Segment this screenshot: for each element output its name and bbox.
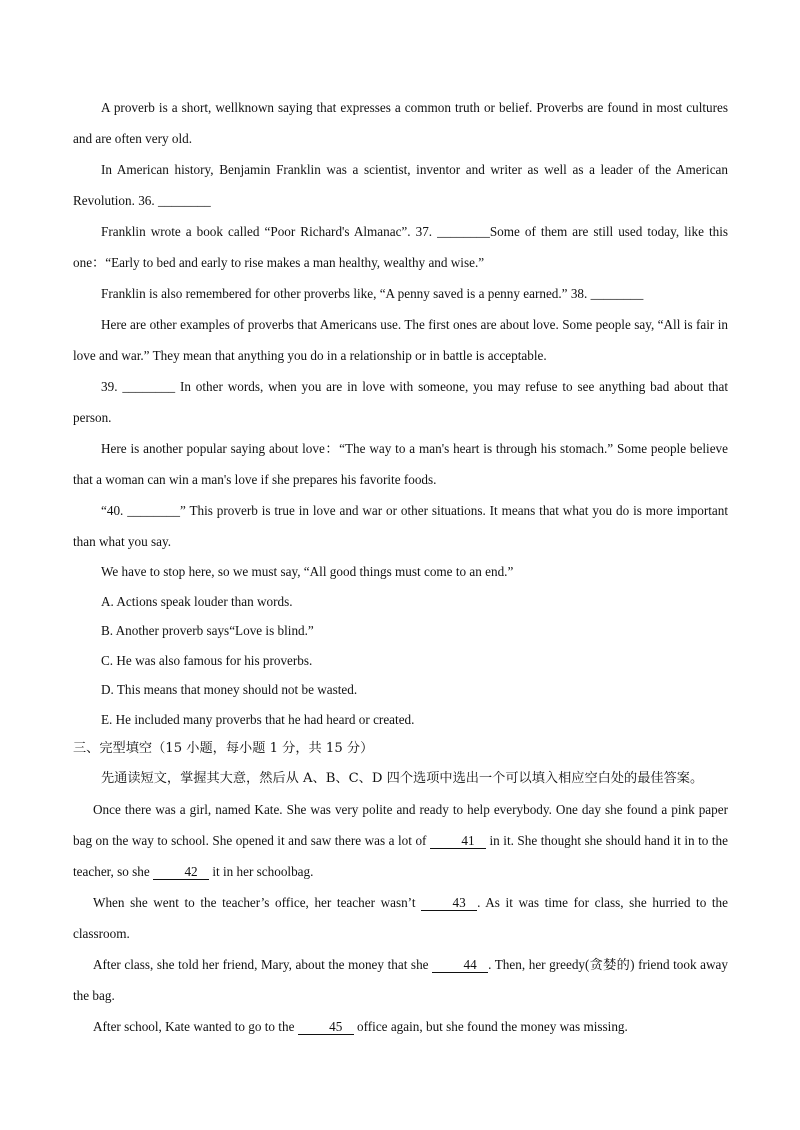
blank-44[interactable]: 44 [432,958,488,973]
cloze-text: After school, Kate wanted to go to the [93,1019,295,1034]
blank-45[interactable]: 45 [298,1020,354,1035]
cloze-paragraph-4 [73,1011,728,1042]
passage-paragraph-5: Here are other examples of proverbs that Americans use. The first ones are about love. Some people say, “All is fair in love and war.” They mean that anything you do in a relationship or in battle is acceptable. [73,317,728,363]
option-b: B. Another proverb says“Love is blind.” [101,623,314,638]
cloze-text: Once there was a girl, named Kate. She was very polite and ready to help everybody. One day she found a pink paper bag on the way to school. She opened it and saw there was a lot of [73,802,728,848]
cloze-text: in it. She thought she should hand it in to the teacher, so she [73,833,729,879]
passage-paragraph-9: We have to stop here, so we must say, “All good things must come to an end.” [101,564,514,579]
passage-paragraph-8: “40. ________” This proverb is true in love and war or other situations. It means that what you do is more important than what you say. [73,503,728,549]
cloze-text: . Then, her greedy(贪婪的) friend took away the bag. [73,957,728,1003]
section-instruction: 先通读短文，掌握其大意，然后从 A、B、C、D 四个选项中选出一个可以填入相应空白处的最佳答案。 [101,771,704,786]
blank-41[interactable]: 41 [430,834,486,849]
option-c: C. He was also famous for his proverbs. [101,652,313,668]
blank-42[interactable]: 42 [153,865,209,880]
passage-paragraph-2: In American history, Benjamin Franklin was a scientist, inventor and writer as well as a leader of the American Revolution. 36. ________ [73,162,728,208]
passage-paragraph-1: A proverb is a short, wellknown saying that expresses a common truth or belief. Proverbs are found in most cultures and are often very old. [73,100,728,146]
passage-paragraph-6: 39. ________ In other words, when you are in love with someone, you may refuse to see anything bad about that person. [73,379,728,425]
cloze-paragraph-1 [73,794,728,887]
document-page [73,92,728,1042]
cloze-text: it in her schoolbag. [212,864,314,879]
cloze-text: . As it was time for class, she hurried to the classroom. [73,895,729,941]
section-heading: 三、完型填空（15 小题，每小题 1 分，共 15 分） [73,741,374,756]
passage-paragraph-4: Franklin is also remembered for other proverbs like, “A penny saved is a penny earned.” 38. ________ [101,286,644,301]
cloze-text: office again, but she found the money was missing. [357,1019,628,1034]
blank-43[interactable]: 43 [421,896,477,911]
cloze-text: When she went to the teacher’s office, her teacher wasn’t [93,895,416,910]
option-a: A. Actions speak louder than words. [101,593,293,609]
cloze-paragraph-3 [73,949,728,1011]
passage-paragraph-3: Franklin wrote a book called “Poor Richard's Almanac”. 37. ________Some of them are still used today, like this one：“Early to bed and early to rise makes a man healthy, wealthy and wise.” [73,224,728,270]
cloze-paragraph-2 [73,887,728,949]
passage-paragraph-7: Here is another popular saying about love：“The way to a man's heart is through his stomach.” Some people believe that a woman can win a man's love if she prepares his favorite foods. [73,441,728,487]
option-e: E. He included many proverbs that he had heard or created. [101,711,415,727]
option-d: D. This means that money should not be wasted. [101,682,358,697]
cloze-text: After class, she told her friend, Mary, about the money that she [93,957,429,972]
